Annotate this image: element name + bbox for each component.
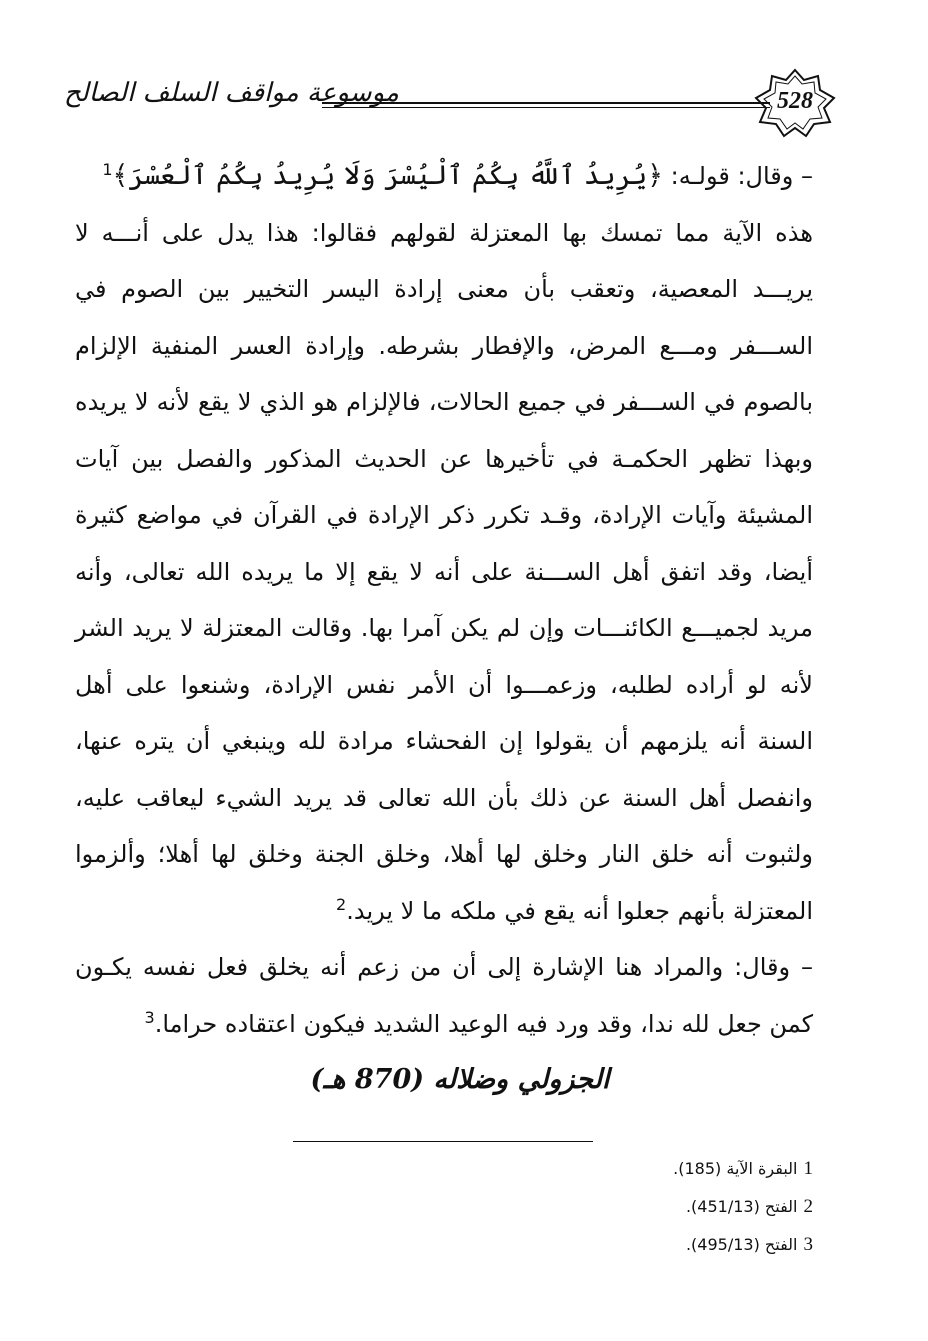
footnote-number: 2 [803, 1196, 813, 1217]
running-title: موسوعة مواقف السلف الصالح [64, 78, 399, 108]
footnote-number: 1 [803, 1158, 813, 1179]
page-header [60, 68, 820, 138]
footnote-marker: 2 [336, 894, 347, 914]
section-heading: الجزولي وضلاله (870 هـ) [310, 1064, 610, 1095]
footnote-number: 3 [803, 1234, 813, 1255]
footnote-text: البقرة الآية (185). [673, 1159, 798, 1178]
page-number: 528 [777, 88, 813, 114]
closing-paragraph [75, 939, 813, 1052]
closing-text: – وقال: والمراد هنا الإشارة إلى أن من زعم أنه يخلق فعل نفسه يكـون كمن جعل لله ندا، وقد ورد فيه الوعيد الشديد فيكون اعتقاده حراما. [75, 953, 813, 1038]
header-rule-thin [322, 107, 770, 108]
page-number-badge [752, 68, 838, 138]
footnotes [300, 1150, 813, 1264]
commentary-text: هذه الآية مما تمسك بها المعتزلة لقولهم فقالوا: هذا يدل على أنـــه لا يريـــد المعصية، وتعقب بأن معنى إرادة اليسر التخيير بين الصوم في الســـفر ومـــع المرض، والإفطار بشرطه. وإرادة العسر المنفية الإلزام بالصوم في الســـفر في جميع الحالات، فالإلزام هو الذي لا يقع لأنه لا يريده وبهذا تظهر الحكمـة في تأخيرها عن الحديث المذكور والفصل بين آيات المشيئة وآيات الإرادة، وقـد تكرر ذكر الإرادة في القرآن في مواضع كثيرة أيضا، وقد اتفق أهل الســـنة على أنه لا يقع إلا ما يريده الله تعالى، وأنه مريد لجميـــع الكائنـــات وإن لم يكن آمرا بها. وقالت المعتزلة لا يريد الشر لأنه لو أراده لطلبه، وزعمـــوا أن الأمر نفس الإرادة، وشنعوا على أهل السنة أنه يلزمهم أن يقولوا إن الفحشاء مرادة لله وينبغي أن يتره عنها، وانفصل أهل السنة عن ذلك بأن الله تعالى قد يريد الشيء ليعاقب عليه، ولثبوت أنه خلق النار وخلق لها أهلا، وخلق الجنة وخلق لها أهلا؛ وألزموا المعتزلة بأنهم جعلوا أنه يقع في ملكه ما لا يريد. [75, 218, 813, 925]
quote-intro: – وقال: قولـه: [663, 162, 813, 190]
footnote-separator [293, 1141, 593, 1142]
header-rule [322, 102, 770, 104]
quote-paragraph [75, 148, 813, 205]
footnote-marker: 3 [144, 1007, 155, 1027]
footnote-text: الفتح (451/13). [685, 1197, 798, 1216]
footnote-item [300, 1226, 813, 1264]
main-text [75, 148, 813, 1052]
footnote-item [300, 1150, 813, 1188]
commentary-paragraph [75, 205, 813, 940]
footnote-item [300, 1188, 813, 1226]
footnote-marker: 1 [102, 160, 113, 179]
footnote-text: الفتح (495/13). [685, 1235, 798, 1254]
quran-quote: ﴿يُرِيدُ ٱللَّهُ بِكُمُ ٱلْيُسْرَ وَلَا يُرِيدُ بِكُمُ ٱلْعُسْرَ﴾ [112, 160, 664, 191]
